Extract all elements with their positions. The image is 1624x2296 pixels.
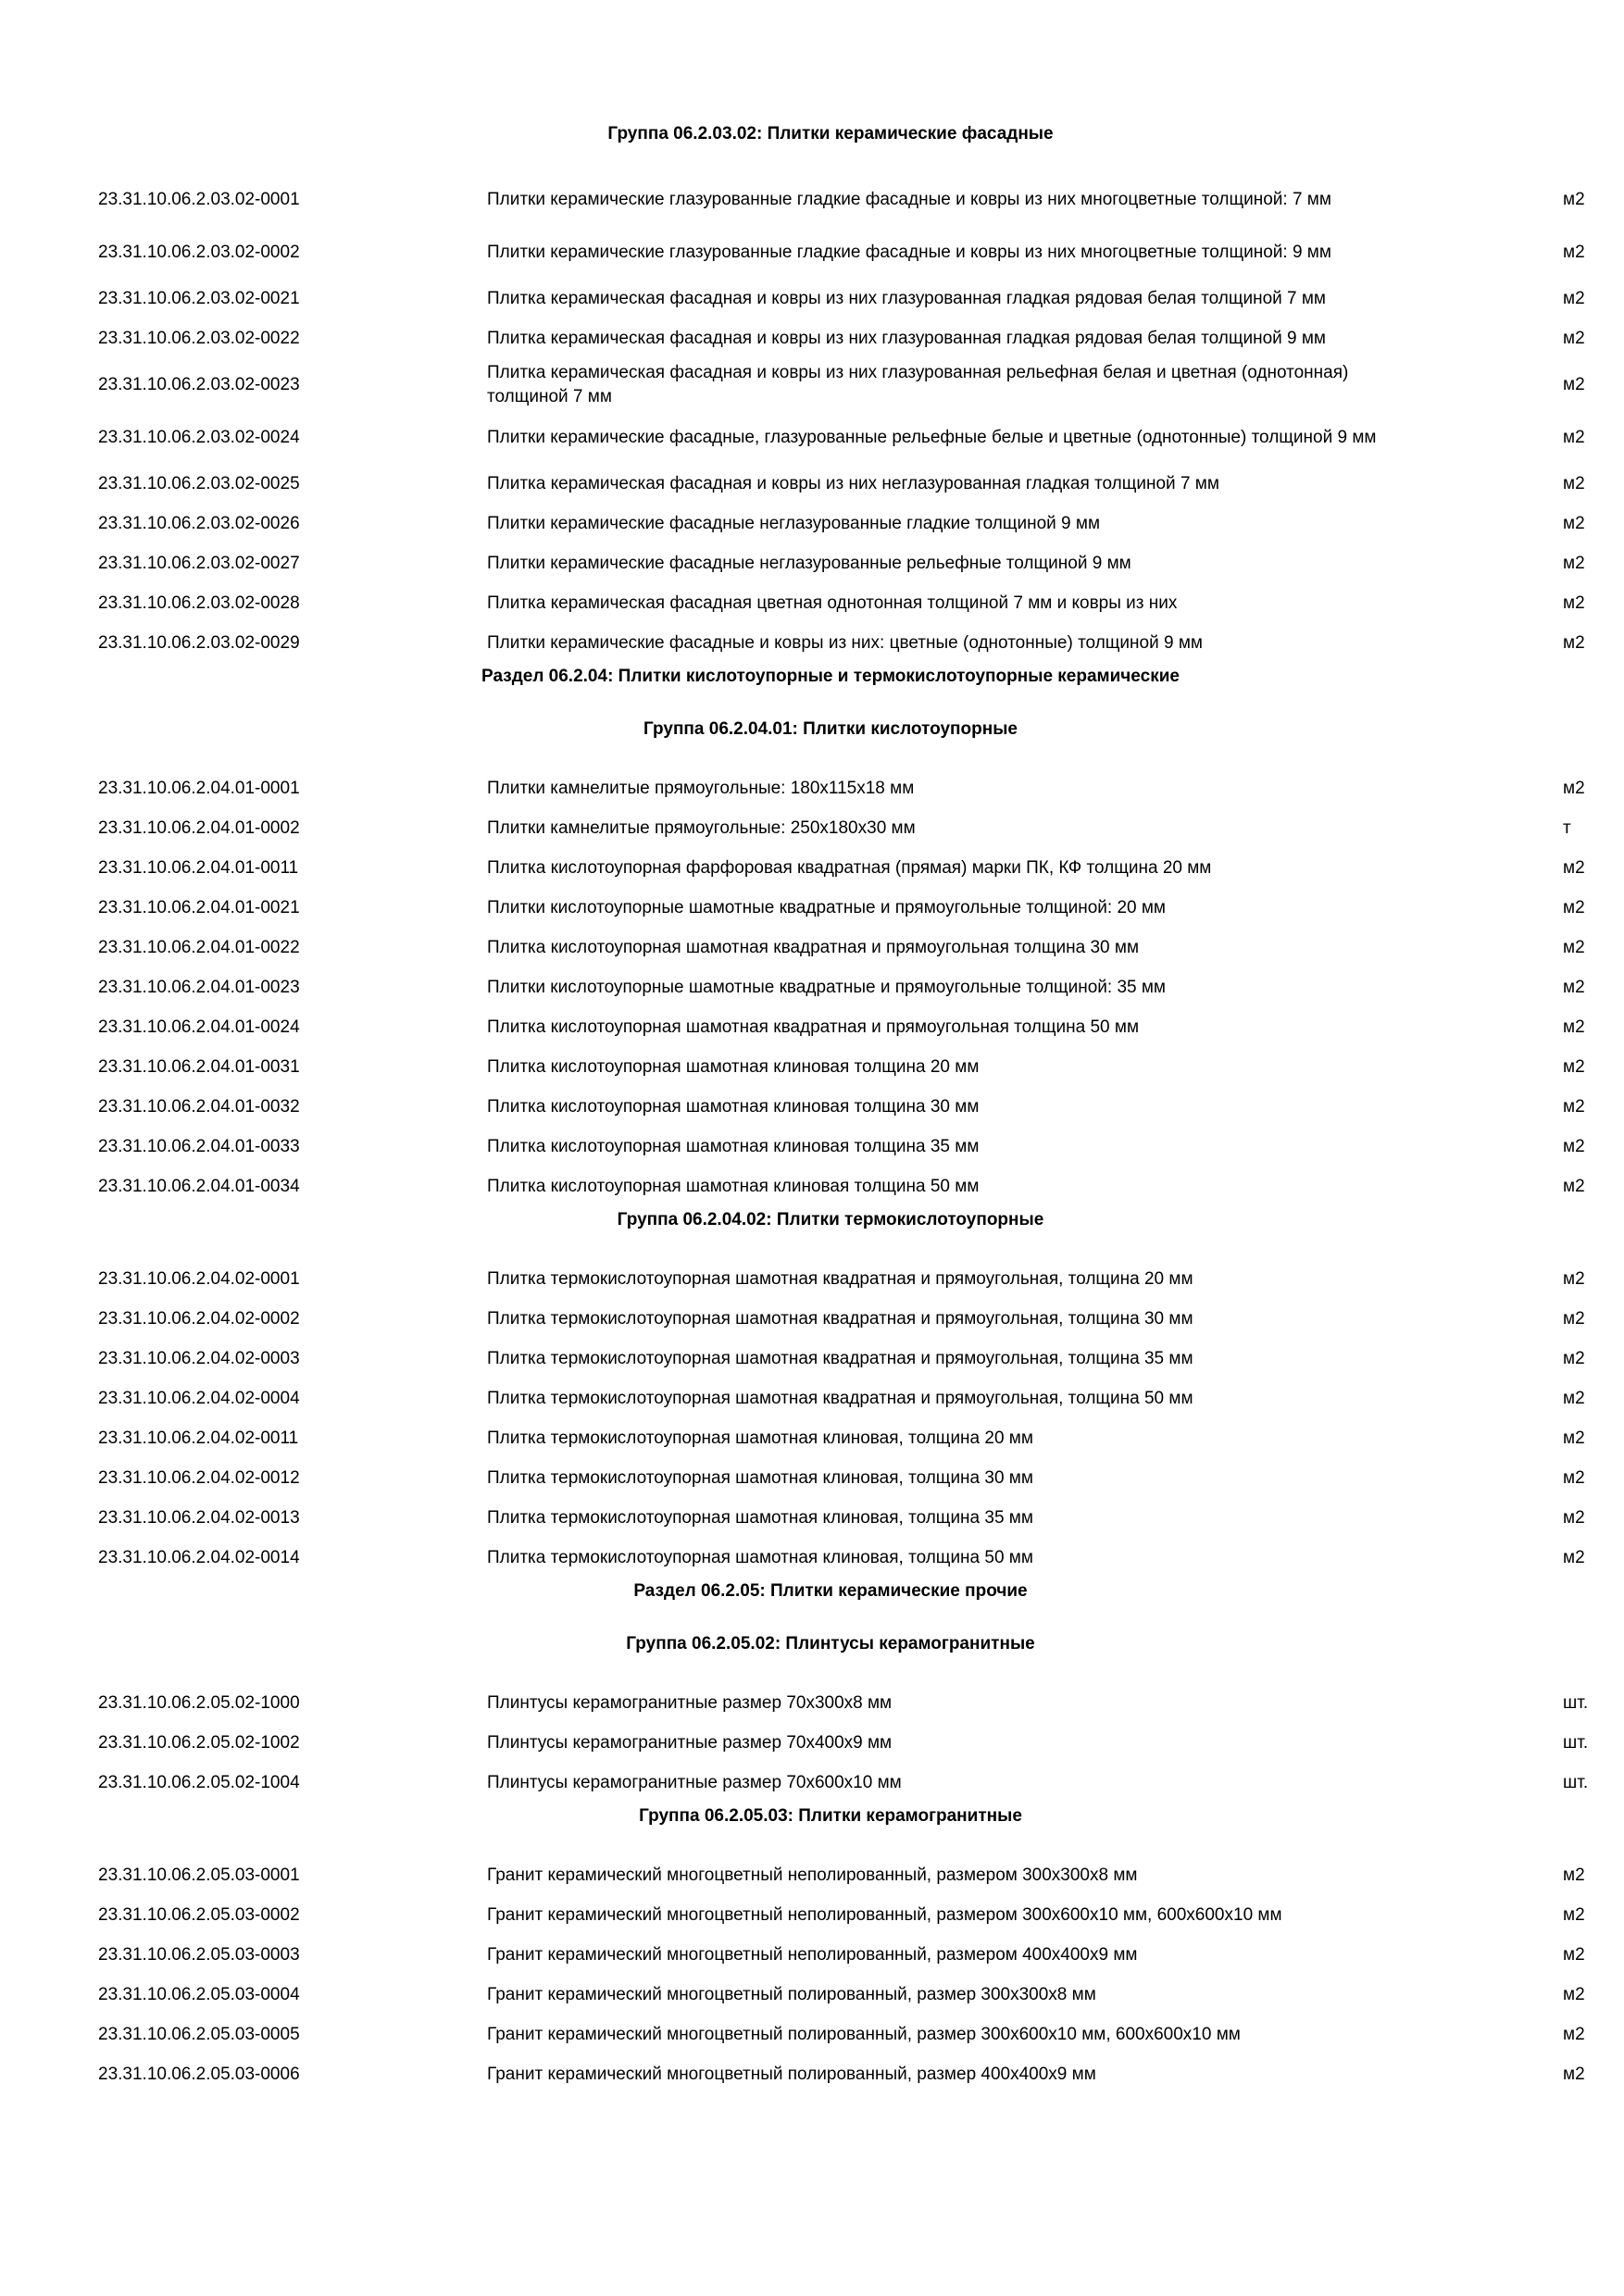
item-name: Гранит керамический многоцветный полированный, размер 400х400х9 мм [487,2064,1096,2084]
group-heading: Группа 06.2.04.01: Плитки кислотоупорные [643,719,1018,739]
item-unit: м2 [1563,1507,1585,1528]
item-unit: м2 [1563,593,1585,613]
item-name: Плитка керамическая фасадная и ковры из них глазурованная рельефная белая и цветная (однотонная) толщиной 7 мм [487,362,1349,406]
item-name: Плитки керамические фасадные неглазурованные рельефные толщиной 9 мм [487,553,1131,573]
item-name: Гранит керамический многоцветный полированный, размер 300х600х10 мм, 600х600х10 мм [487,2024,1241,2044]
item-name: Плитка термокислотоупорная шамотная клиновая, толщина 20 мм [487,1428,1033,1448]
item-code: 23.31.10.06.2.04.01-0023 [98,977,300,997]
item-code: 23.31.10.06.2.04.01-0034 [98,1176,300,1196]
table-row [0,1379,1624,1418]
item-code: 23.31.10.06.2.05.03-0003 [98,1944,300,1965]
item-code: 23.31.10.06.2.04.02-0002 [98,1308,300,1329]
item-unit: м2 [1563,242,1585,262]
table-row [0,1538,1624,1578]
table-row [0,2015,1624,2054]
item-code: 23.31.10.06.2.03.02-0023 [98,374,300,394]
item-code: 23.31.10.06.2.04.01-0032 [98,1096,300,1117]
table-row [0,318,1624,358]
item-code: 23.31.10.06.2.04.01-0024 [98,1017,300,1037]
table-row [0,1763,1624,1803]
item-unit: м2 [1563,778,1585,798]
table-row [0,1935,1624,1975]
table-row [0,1087,1624,1127]
table-row [0,848,1624,888]
item-name: Плитка кислотоупорная фарфоровая квадратная (прямая) марки ПК, КФ толщина 20 мм [487,857,1212,878]
table-row [0,358,1624,411]
table-row [0,2054,1624,2094]
item-unit: шт. [1563,1692,1589,1713]
item-name: Гранит керамический многоцветный неполированный, размером 400х400х9 мм [487,1944,1138,1965]
item-name: Плитки керамические фасадные неглазурованные гладкие толщиной 9 мм [487,513,1101,533]
item-name: Плитка термокислотоупорная шамотная клиновая, толщина 35 мм [487,1507,1033,1528]
item-unit: м2 [1563,288,1585,308]
table-row [0,1047,1624,1087]
item-name: Гранит керамический многоцветный неполированный, размером 300х300х8 мм [487,1865,1138,1885]
item-code: 23.31.10.06.2.04.02-0012 [98,1467,300,1488]
item-unit: м2 [1563,1944,1585,1965]
item-code: 23.31.10.06.2.05.03-0005 [98,2024,300,2044]
item-code: 23.31.10.06.2.04.01-0021 [98,897,300,917]
group-heading: Группа 06.2.04.02: Плитки термокислотоупорные [617,1210,1044,1229]
item-name: Плинтусы керамогранитные размер 70х600х10 мм [487,1772,902,1792]
item-name: Плитка керамическая фасадная и ковры из них глазурованная гладкая рядовая белая толщиной 9 мм [487,328,1326,348]
item-code: 23.31.10.06.2.04.01-0002 [98,817,300,838]
item-unit: м2 [1563,1467,1585,1488]
item-name: Плитки камнелитые прямоугольные: 180х115х18 мм [487,778,915,798]
item-unit: м2 [1563,1136,1585,1156]
table-row [0,1895,1624,1935]
item-code: 23.31.10.06.2.05.02-1002 [98,1732,300,1753]
item-unit: м2 [1563,328,1585,348]
group-heading: Группа 06.2.05.02: Плинтусы керамогранитные [626,1634,1035,1653]
item-unit: м2 [1563,1865,1585,1885]
item-unit: м2 [1563,1984,1585,2004]
item-unit: м2 [1563,1428,1585,1448]
table-row [0,1339,1624,1379]
table-row [0,583,1624,623]
table-row [0,279,1624,318]
item-unit: т [1563,817,1571,838]
item-unit: м2 [1563,2024,1585,2044]
item-unit: м2 [1563,189,1585,209]
item-unit: м2 [1563,937,1585,957]
item-name: Плитка термокислотоупорная шамотная клиновая, толщина 50 мм [487,1547,1033,1567]
item-code: 23.31.10.06.2.04.02-0003 [98,1348,300,1368]
item-name: Плитки керамические глазурованные гладкие фасадные и ковры из них многоцветные толщиной: 9 мм [487,242,1331,262]
table-row [0,1418,1624,1458]
item-name: Плитки камнелитые прямоугольные: 250х180х30 мм [487,817,916,838]
item-code: 23.31.10.06.2.03.02-0027 [98,553,300,573]
item-unit: м2 [1563,513,1585,533]
item-code: 23.31.10.06.2.04.02-0001 [98,1268,300,1289]
item-unit: м2 [1563,1904,1585,1925]
item-name: Плитки керамические фасадные, глазурованные рельефные белые и цветные (однотонные) толщиной 9 мм [487,427,1377,447]
item-unit: м2 [1563,1308,1585,1329]
item-code: 23.31.10.06.2.03.02-0002 [98,242,300,262]
table-row [0,1458,1624,1498]
table-row [0,808,1624,848]
item-unit: м2 [1563,857,1585,878]
item-unit: м2 [1563,1388,1585,1408]
item-code: 23.31.10.06.2.05.03-0002 [98,1904,300,1925]
section-heading: Раздел 06.2.05: Плитки керамические прочие [633,1581,1028,1601]
item-name: Плитка кислотоупорная шамотная клиновая толщина 20 мм [487,1056,980,1077]
table-row [0,1683,1624,1723]
item-name: Плитка термокислотоупорная шамотная квадратная и прямоугольная, толщина 30 мм [487,1308,1193,1329]
document-body [0,120,1624,2094]
item-unit: м2 [1563,427,1585,447]
item-unit: м2 [1563,1348,1585,1368]
item-name: Плитки кислотоупорные шамотные квадратные и прямоугольные толщиной: 20 мм [487,897,1166,917]
item-code: 23.31.10.06.2.05.02-1004 [98,1772,300,1792]
item-code: 23.31.10.06.2.04.01-0001 [98,778,300,798]
item-code: 23.31.10.06.2.04.01-0011 [98,857,299,878]
table-row [0,1299,1624,1339]
table-row [0,623,1624,663]
item-name: Плитка термокислотоупорная шамотная квадратная и прямоугольная, толщина 50 мм [487,1388,1193,1408]
item-unit: м2 [1563,1017,1585,1037]
table-row [0,226,1624,279]
item-unit: м2 [1563,1096,1585,1117]
table-row [0,1498,1624,1538]
item-name: Плитка термокислотоупорная шамотная квадратная и прямоугольная, толщина 20 мм [487,1268,1193,1289]
table-row [0,888,1624,928]
item-unit: м2 [1563,473,1585,493]
item-code: 23.31.10.06.2.05.03-0001 [98,1865,300,1885]
item-code: 23.31.10.06.2.04.01-0022 [98,937,300,957]
item-name: Гранит керамический многоцветный неполированный, размером 300х600х10 мм, 600х600х10 мм [487,1904,1282,1925]
item-name: Плитки кислотоупорные шамотные квадратные и прямоугольные толщиной: 35 мм [487,977,1166,997]
item-unit: м2 [1563,1547,1585,1567]
item-name: Плинтусы керамогранитные размер 70х300х8 мм [487,1692,893,1713]
item-name: Гранит керамический многоцветный полированный, размер 300х300х8 мм [487,1984,1096,2004]
table-row [0,967,1624,1007]
table-row [0,1975,1624,2015]
table-row [0,768,1624,808]
item-code: 23.31.10.06.2.05.03-0004 [98,1984,300,2004]
item-code: 23.31.10.06.2.03.02-0024 [98,427,300,447]
group-heading: Группа 06.2.05.03: Плитки керамогранитные [639,1806,1022,1826]
table-row [0,1855,1624,1895]
item-unit: м2 [1563,897,1585,917]
table-row [0,1127,1624,1167]
item-name: Плитки керамические глазурованные гладкие фасадные и ковры из них многоцветные толщиной: 7 мм [487,189,1331,209]
item-code: 23.31.10.06.2.03.02-0026 [98,513,300,533]
item-code: 23.31.10.06.2.04.02-0013 [98,1507,300,1528]
item-code: 23.31.10.06.2.03.02-0021 [98,288,300,308]
item-code: 23.31.10.06.2.03.02-0028 [98,593,300,613]
item-code: 23.31.10.06.2.03.02-0029 [98,632,300,653]
item-name: Плитка кислотоупорная шамотная квадратная и прямоугольная толщина 50 мм [487,1017,1140,1037]
item-code: 23.31.10.06.2.04.02-0004 [98,1388,300,1408]
table-row [0,1723,1624,1763]
table-row [0,1007,1624,1047]
table-row [0,928,1624,967]
table-row [0,464,1624,504]
item-name: Плитка кислотоупорная шамотная клиновая толщина 30 мм [487,1096,980,1117]
table-row [0,411,1624,464]
item-unit: шт. [1563,1772,1589,1792]
group-heading: Группа 06.2.03.02: Плитки керамические фасадные [607,124,1054,144]
item-code: 23.31.10.06.2.05.02-1000 [98,1692,300,1713]
item-unit: м2 [1563,1176,1585,1196]
item-unit: м2 [1563,2064,1585,2084]
item-unit: м2 [1563,1056,1585,1077]
table-row [0,173,1624,226]
item-code: 23.31.10.06.2.03.02-0025 [98,473,300,493]
item-name: Плитка кислотоупорная шамотная клиновая толщина 35 мм [487,1136,980,1156]
item-name: Плитка керамическая фасадная и ковры из них неглазурованная гладкая толщиной 7 мм [487,473,1219,493]
item-name: Плитка кислотоупорная шамотная клиновая толщина 50 мм [487,1176,980,1196]
item-code: 23.31.10.06.2.04.01-0031 [98,1056,300,1077]
section-heading: Раздел 06.2.04: Плитки кислотоупорные и термокислотоупорные керамические [481,667,1180,686]
item-name: Плитка керамическая фасадная цветная однотонная толщиной 7 мм и ковры из них [487,593,1178,613]
item-code: 23.31.10.06.2.03.02-0022 [98,328,300,348]
item-name: Плитка керамическая фасадная и ковры из них глазурованная гладкая рядовая белая толщиной 7 мм [487,288,1326,308]
item-unit: м2 [1563,977,1585,997]
item-name: Плитка термокислотоупорная шамотная клиновая, толщина 30 мм [487,1467,1033,1488]
item-code: 23.31.10.06.2.04.01-0033 [98,1136,300,1156]
item-unit: м2 [1563,553,1585,573]
item-unit: м2 [1563,632,1585,653]
table-row [0,543,1624,583]
item-unit: м2 [1563,1268,1585,1289]
item-name: Плинтусы керамогранитные размер 70х400х9 мм [487,1732,893,1753]
item-code: 23.31.10.06.2.05.03-0006 [98,2064,300,2084]
table-row [0,504,1624,543]
item-code: 23.31.10.06.2.04.02-0011 [98,1428,299,1448]
item-name: Плитка термокислотоупорная шамотная квадратная и прямоугольная, толщина 35 мм [487,1348,1193,1368]
item-name: Плитка кислотоупорная шамотная квадратная и прямоугольная толщина 30 мм [487,937,1140,957]
item-code: 23.31.10.06.2.03.02-0001 [98,189,300,209]
item-name: Плитки керамические фасадные и ковры из них: цветные (однотонные) толщиной 9 мм [487,632,1203,653]
table-row [0,1167,1624,1206]
table-row [0,1259,1624,1299]
item-unit: м2 [1563,374,1585,394]
item-code: 23.31.10.06.2.04.02-0014 [98,1547,300,1567]
item-unit: шт. [1563,1732,1589,1753]
